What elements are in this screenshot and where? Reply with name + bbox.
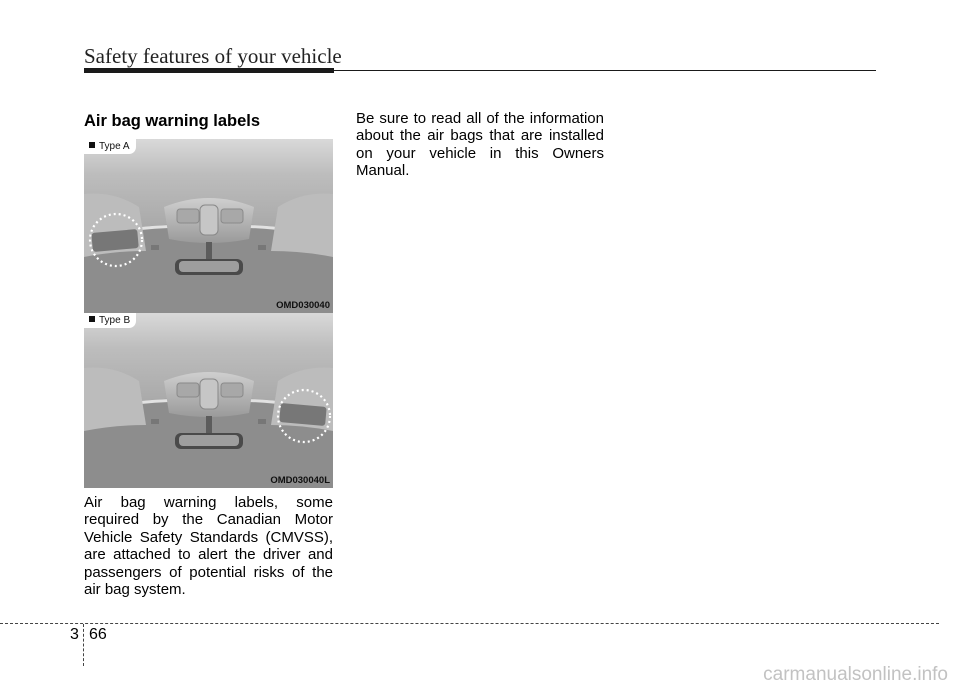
footer-rule [0, 623, 939, 624]
header-rule-thin [334, 70, 876, 71]
figure-type-a [84, 139, 333, 313]
left-paragraph: Air bag warning labels, some required by the Canadian Motor Vehicle Safety Standards (CMVSS), are attached to alert the driver and passengers of potential risks of the air bag system. [84, 494, 333, 599]
figure-type-a-code: OMD030040 [276, 300, 330, 311]
figure-type-a-badge [84, 139, 136, 154]
section-heading: Air bag warning labels [84, 112, 261, 130]
watermark: carmanualsonline.info [763, 664, 948, 685]
figure-type-a-badge-label: Type A [99, 141, 130, 152]
figure-type-b-illustration [84, 313, 333, 488]
page-number: 66 [89, 626, 107, 643]
figure-type-b [84, 313, 333, 488]
footer-divider [83, 624, 84, 666]
figure-type-b-code: OMD030040L [270, 475, 330, 486]
chapter-number: 3 [70, 626, 79, 643]
figure-type-b-badge [84, 313, 136, 328]
figure-type-b-badge-label: Type B [99, 315, 131, 326]
header-title: Safety features of your vehicle [84, 44, 342, 68]
right-paragraph: Be sure to read all of the information about the air bags that are installed on your vehicle in this Owners Manual. [356, 110, 604, 180]
figure-type-a-illustration [84, 139, 333, 313]
header-rule-thick [84, 68, 334, 73]
